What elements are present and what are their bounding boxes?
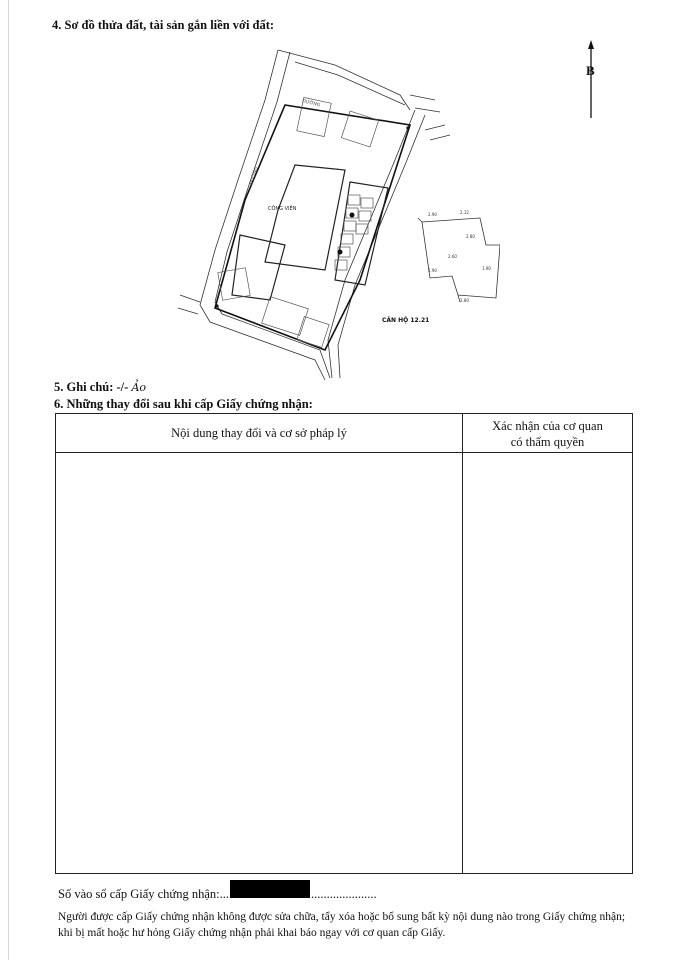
park-label: CÔNG VIÊN (268, 206, 297, 212)
changes-table (55, 413, 633, 874)
section-6-heading: 6. Những thay đổi sau khi cấp Giấy chứng nhận: (54, 397, 313, 411)
col-header-confirmation-line1: Xác nhận của cơ quan (492, 419, 603, 433)
col-header-confirmation-line2: có thẩm quyền (510, 435, 585, 449)
street-label-top: ĐƯỜNG (301, 99, 321, 109)
svg-text:2.90: 2.90 (428, 268, 437, 273)
site-plan-map (160, 40, 500, 385)
svg-text:1.90: 1.90 (482, 266, 491, 271)
section-5-heading (54, 380, 146, 395)
handwritten-mark: Ảo (131, 381, 147, 394)
section-4-heading: 4. Sơ đồ thửa đất, tài sản gắn liền với đất: (52, 18, 275, 32)
registry-number-line (58, 880, 377, 902)
north-label: B (586, 63, 595, 78)
page-edge-line (8, 0, 9, 960)
street-label-left: ĐƯỜNG (249, 166, 260, 186)
svg-text:2.12: 2.12 (460, 210, 469, 215)
footnote-text: Người được cấp Giấy chứng nhận không được sửa chữa, tẩy xóa hoặc bổ sung bất kỳ nội dung nào trong Giấy chứng nhận; khi bị mất hoặc hư hỏng Giấy chứng nhận phải khai báo ngay với cơ quan cấp Giấy. (58, 911, 626, 939)
svg-text:2.90: 2.90 (428, 212, 437, 217)
apartment-label: CĂN HỘ 12.21 (382, 317, 430, 324)
redaction-box (230, 880, 310, 898)
col-header-confirmation (463, 418, 632, 450)
section-5-title: 5. Ghi chú: -/- (54, 380, 129, 394)
registry-suffix: ..................... (310, 887, 377, 901)
north-arrow-icon (580, 40, 602, 120)
table-header-divider (56, 452, 632, 453)
apartment-detail (418, 218, 500, 302)
svg-text:2.60: 2.60 (448, 254, 457, 259)
col-header-content: Nội dung thay đổi và cơ sở pháp lý (171, 426, 347, 440)
svg-text:2.80: 2.80 (460, 298, 469, 303)
svg-text:2.80: 2.80 (466, 234, 475, 239)
registry-prefix: Số vào sổ cấp Giấy chứng nhận:... (58, 887, 229, 901)
table-column-divider (462, 414, 463, 873)
